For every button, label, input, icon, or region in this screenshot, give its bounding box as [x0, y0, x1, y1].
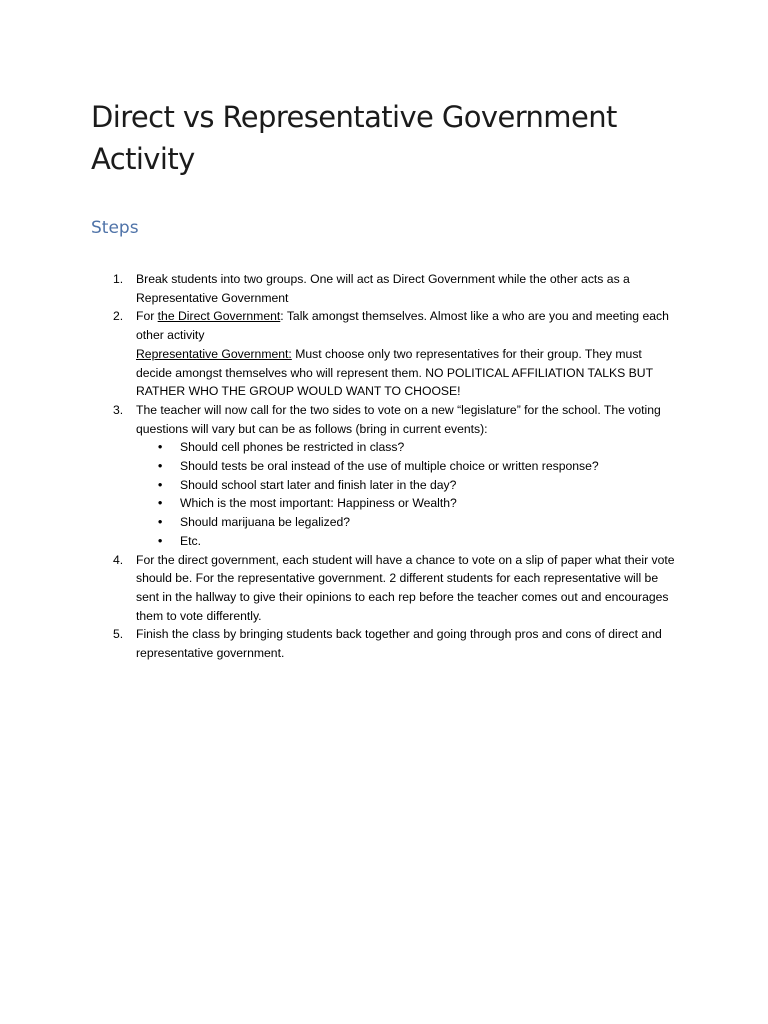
- steps-list: [0, 270, 768, 663]
- step-text: The teacher will now call for the two sides to vote on a new “legislature” for the school. The voting questions will vary but can be as follows (bring in current events):: [136, 402, 661, 436]
- step-item-1: [0, 270, 681, 307]
- voting-question-text: Which is the most important: Happiness or Wealth?: [180, 496, 457, 511]
- representative-government-label: Representative Government:: [136, 346, 292, 361]
- step-item-3: [0, 401, 681, 551]
- bullet-icon: •: [158, 533, 163, 548]
- step-text-direct-rest: : Talk amongst themselves. Almost like a who are you and meeting each other activity: [136, 309, 669, 343]
- step-text: Finish the class by bringing students back together and going through pros and cons of direct and representative government.: [136, 627, 662, 661]
- step-number: 3.: [113, 402, 124, 417]
- step-text: Break students into two groups. One will act as Direct Government while the other acts as a Representative Government: [136, 272, 630, 305]
- step-number: 1.: [113, 272, 124, 286]
- voting-question-text: Should marijuana be legalized?: [180, 515, 351, 530]
- step-item-4: [0, 551, 681, 626]
- voting-question-item: [136, 532, 681, 551]
- bullet-icon: •: [158, 496, 163, 511]
- step-text-representative-rest: Must choose only two representatives for their group. They must decide amongst themselves who will represent them. NO POLITICAL AFFILIATION TALKS BUT RATHER WHO THE GROUP WOULD WANT TO CHOOSE!: [136, 346, 653, 399]
- voting-question-text: Etc.: [180, 533, 201, 548]
- step-number: 5.: [113, 627, 124, 642]
- voting-question-item: [136, 438, 681, 457]
- voting-question-item: [136, 494, 681, 513]
- step-item-5: [0, 625, 681, 662]
- voting-question-item: [136, 457, 681, 476]
- voting-question-item: [136, 476, 681, 495]
- bullet-icon: •: [158, 459, 163, 474]
- voting-question-text: Should school start later and finish later in the day?: [180, 477, 457, 492]
- voting-question-text: Should cell phones be restricted in class?: [180, 440, 405, 455]
- step-text-prefix: For: [136, 309, 158, 324]
- step-text-direct: [136, 307, 681, 344]
- step-number: 4.: [113, 552, 124, 567]
- step-text-representative: [136, 345, 681, 401]
- voting-question-item: [136, 513, 681, 532]
- step-text: For the direct government, each student will have a chance to vote on a slip of paper what their vote should be. For the representative government. 2 different students for each representative will be sent in the hallway to give their opinions to each rep before the teacher comes out and encourages them to vote differently.: [136, 552, 675, 623]
- steps-heading: Steps: [91, 218, 139, 238]
- voting-questions-list: [136, 438, 681, 550]
- step-item-2: [0, 307, 681, 401]
- bullet-icon: •: [158, 440, 163, 455]
- step-number: 2.: [113, 309, 124, 324]
- direct-government-label: the Direct Government: [157, 309, 281, 324]
- voting-question-text: Should tests be oral instead of the use of multiple choice or written response?: [180, 459, 599, 474]
- document-title: Direct vs Representative Government Activity: [91, 100, 617, 176]
- bullet-icon: •: [158, 515, 163, 530]
- bullet-icon: •: [158, 477, 163, 492]
